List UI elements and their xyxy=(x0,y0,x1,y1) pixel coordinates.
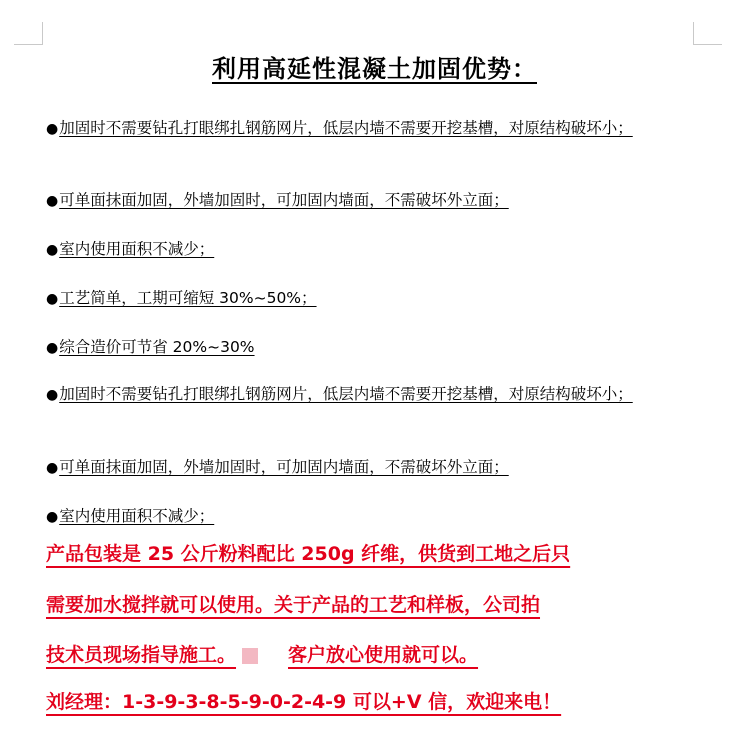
contact-text: 刘经理：1-3-9-3-8-5-9-0-2-4-9 可以+V 信，欢迎来电！ xyxy=(46,691,562,713)
bullet-text: 加固时不需要钻孔打眼绑扎钢筋网片，低层内墙不需要开挖基槽，对原结构破坏小； xyxy=(59,385,633,403)
pink-marker-icon xyxy=(242,648,258,664)
promo-text: 技术员现场指导施工。 xyxy=(46,644,237,666)
bullet-item-4 xyxy=(46,285,706,313)
crop-mark-top-left xyxy=(14,22,43,45)
bullet-dot-icon: ● xyxy=(46,460,59,476)
bullet-item-6 xyxy=(46,381,706,409)
bullet-text: 可单面抹面加固，外墙加固时，可加固内墙面，不需破坏外立面； xyxy=(59,458,509,476)
contact-line xyxy=(46,688,726,716)
bullet-item-3 xyxy=(46,236,706,264)
bullet-text: 工艺简单，工期可缩短 30%~50%； xyxy=(59,289,317,307)
crop-mark-top-right xyxy=(693,22,722,45)
bullet-text: 室内使用面积不减少； xyxy=(59,507,215,525)
bullet-dot-icon: ● xyxy=(46,291,59,307)
bullet-dot-icon: ● xyxy=(46,121,59,137)
promo-text: 需要加水搅拌就可以使用。关于产品的工艺和样板，公司拍 xyxy=(46,594,541,616)
bullet-item-5 xyxy=(46,334,706,362)
document-title-text: 利用高延性混凝土加固优势： xyxy=(212,54,537,83)
promo-text: 产品包装是 25 公斤粉料配比 250g 纤维，供货到工地之后只 xyxy=(46,543,571,565)
promo-text: 客户放心使用就可以。 xyxy=(288,644,479,666)
bullet-dot-icon: ● xyxy=(46,509,59,525)
bullet-dot-icon: ● xyxy=(46,340,59,356)
bullet-item-7 xyxy=(46,454,706,482)
document-title xyxy=(0,52,749,86)
bullet-item-2 xyxy=(46,187,706,215)
bullet-dot-icon: ● xyxy=(46,242,59,258)
bullet-text: 综合造价可节省 20%~30% xyxy=(59,338,255,356)
bullet-text: 室内使用面积不减少； xyxy=(59,240,215,258)
promo-line-2 xyxy=(46,591,726,619)
bullet-text: 加固时不需要钻孔打眼绑扎钢筋网片，低层内墙不需要开挖基槽，对原结构破坏小； xyxy=(59,119,633,137)
bullet-dot-icon: ● xyxy=(46,193,59,209)
bullet-item-1 xyxy=(46,115,706,143)
bullet-text: 可单面抹面加固，外墙加固时，可加固内墙面，不需破坏外立面； xyxy=(59,191,509,209)
promo-line-3 xyxy=(46,641,726,669)
promo-line-1 xyxy=(46,540,726,568)
bullet-item-8 xyxy=(46,503,706,531)
bullet-dot-icon: ● xyxy=(46,387,59,403)
